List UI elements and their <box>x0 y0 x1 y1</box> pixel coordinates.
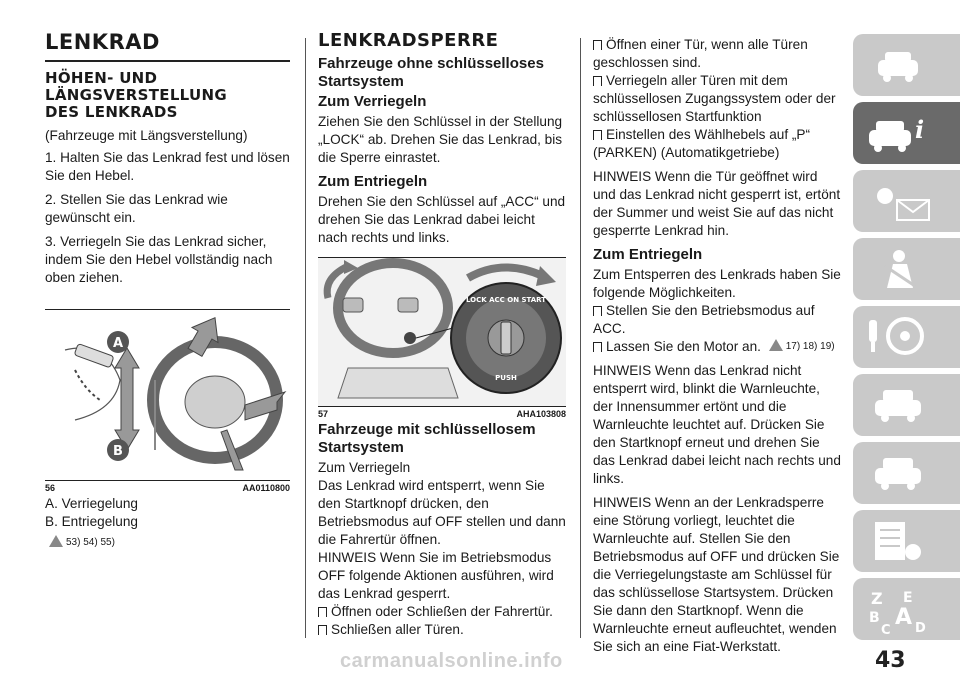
ignition-push-text: PUSH <box>495 374 517 382</box>
warning-reference <box>45 533 290 551</box>
heading-lock: Zum Verriegeln <box>318 93 427 110</box>
bullet-item: Schließen aller Türen. <box>318 621 566 639</box>
svg-text:C: C <box>881 623 891 636</box>
specs-list-icon <box>871 518 931 566</box>
car-service-icon <box>871 452 931 496</box>
bullet-box-icon <box>593 76 602 86</box>
bullet-box-icon <box>593 306 602 316</box>
figure-label-b: B <box>113 444 123 459</box>
heading-unlock-2: Zum Entriegeln <box>593 246 703 263</box>
column-divider-1 <box>305 38 306 638</box>
section-title-2: LENKRADSPERRE <box>318 30 499 51</box>
bullet-box-icon <box>593 130 602 140</box>
car-breakdown-icon <box>871 384 931 428</box>
page-number: 43 <box>875 648 906 673</box>
bullet-box-icon <box>318 607 327 617</box>
tab-warning-lights[interactable] <box>853 170 960 232</box>
bullet-box-icon <box>593 40 602 50</box>
section-title: LENKRAD <box>45 30 160 54</box>
warning-refs-text: 17) 18) 19) <box>785 341 835 353</box>
tab-technical-data[interactable] <box>853 510 960 572</box>
text-keyless-body: Das Lenkrad wird entsperrt, wenn Sie den Startknopf drücken, den Betriebsmodus auf OFF stellen und dann die Fahrertür öffnen. <box>318 478 566 547</box>
ignition-ring-text: LOCK ACC ON START <box>465 296 547 304</box>
figure-caption <box>45 481 290 495</box>
figure-56 <box>45 309 290 481</box>
text-unlock: Drehen Sie den Schlüssel auf „ACC“ und drehen Sie das Lenkrad dabei leicht nach rechts und links. <box>318 194 566 245</box>
figure-number: 56 <box>45 483 56 493</box>
text-hinweis-2: HINWEIS Wenn das Lenkrad nicht entsperrt wird, blinkt die Warnleuchte, der Innensummer ertönt und die Warnleuchte leuchtet auf. Drücken Sie den Startknopf erneut und drehen Sie das Lenkrad dabei leicht nach rechts und links. <box>593 363 841 487</box>
svg-text:A: A <box>895 605 913 630</box>
tab-starting-driving[interactable] <box>853 306 960 368</box>
bullet-box-icon <box>593 342 602 352</box>
title-rule <box>45 60 290 62</box>
subtitle-line-2: LÄNGSVERSTELLUNG <box>45 86 227 104</box>
tab-dashboard[interactable] <box>853 34 960 96</box>
text-unlock-2: Zum Entsperren des Lenkrads haben Sie folgende Möglichkeiten. <box>593 267 841 300</box>
step-1: 1. Halten Sie das Lenkrad fest und lösen Sie den Hebel. <box>45 150 290 183</box>
svg-text:B: B <box>869 610 880 626</box>
tab-car-info[interactable] <box>853 102 960 164</box>
alphabet-index-icon <box>867 584 937 636</box>
tab-index[interactable] <box>853 578 960 640</box>
figure-code-2: AHA103808 <box>516 409 566 419</box>
text-hinweis: HINWEIS Wenn Sie im Betriebsmodus OFF folgende Aktionen ausführen, wird das Lenkrad gesperrt. <box>318 550 554 601</box>
figure-number-2: 57 <box>318 409 329 419</box>
column-divider-2 <box>580 38 581 638</box>
subtitle-keyed: Fahrzeuge ohne schlüsselloses Startsystem <box>318 55 544 90</box>
svg-text:i: i <box>915 115 925 144</box>
legend-a: A. Verriegelung <box>45 496 138 511</box>
text-lock: Ziehen Sie den Schlüssel in der Stellung „LOCK“ ab. Drehen Sie das Lenkrad, bis die Sperre einrastet. <box>318 114 563 165</box>
legend-b: B. Entriegelung <box>45 514 138 529</box>
svg-text:Z: Z <box>871 589 883 608</box>
car-info-icon <box>865 112 935 156</box>
bullet-item: Lassen Sie den Motor an. 17) 18) 19) <box>593 338 843 356</box>
intro-text: (Fahrzeuge mit Längsverstellung) <box>45 128 248 143</box>
column-lenkrad <box>45 30 290 551</box>
text-hinweis-1: HINWEIS Wenn die Tür geöffnet wird und das Lenkrad nicht gesperrt ist, ertönt der Summer und weist Sie auf das nicht gesperrte Lenkrad hin. <box>593 169 841 238</box>
car-dashboard-icon <box>873 46 933 86</box>
tab-emergency[interactable] <box>853 374 960 436</box>
svg-text:D: D <box>915 621 926 636</box>
warning-triangle-icon <box>769 339 783 351</box>
heading-unlock: Zum Entriegeln <box>318 173 428 190</box>
figure-57 <box>318 257 566 407</box>
bullet-item: Stellen Sie den Betriebsmodus auf ACC. <box>593 303 815 336</box>
subtitle-line-1: HÖHEN- UND <box>45 69 158 87</box>
subtitle-keyless: Fahrzeuge mit schlüssellosem Startsystem <box>318 421 536 456</box>
ignition-lock-illustration <box>318 258 566 406</box>
column-continued <box>593 36 843 662</box>
subtitle-line-3: DES LENKRADS <box>45 103 178 121</box>
warning-refs-text: 53) 54) 55) <box>66 537 115 549</box>
figure-label-a: A <box>112 336 124 351</box>
subsection-title <box>45 70 290 121</box>
figure-code: AA0110800 <box>242 483 290 493</box>
bullet-item: Öffnen oder Schließen der Fahrertür. <box>318 603 566 621</box>
bullet-item: Einstellen des Wählhebels auf „P“ (PARKEN) (Automatikgetriebe) <box>593 127 811 160</box>
watermark: carmanualsonline.info <box>340 650 563 672</box>
warning-light-mail-icon <box>869 180 939 224</box>
tab-safety[interactable] <box>853 238 960 300</box>
steering-key-icon <box>865 314 935 358</box>
step-2: 2. Stellen Sie das Lenkrad wie gewünscht ein. <box>45 192 228 225</box>
airbag-person-icon <box>873 248 933 292</box>
bullet-item: Öffnen einer Tür, wenn alle Türen geschlossen sind. <box>593 37 808 70</box>
column-lenkradsperre <box>318 30 566 639</box>
text-hinweis-3: HINWEIS Wenn an der Lenkradsperre eine Störung vorliegt, leuchtet die Warnleuchte auf. Stellen Sie den Betriebsmodus auf OFF und drücken Sie die Verriegelungstaste am Schlüssel für das schlüssellose Startsystem. Drücken Sie dann den Startknopf. Wenn die Warnleuchte erneut aufleuchtet, wenden Sie sich an eine Fiat-Werkstatt. <box>593 495 840 655</box>
warning-triangle-icon <box>49 535 63 547</box>
bullet-box-icon <box>318 625 327 635</box>
text-zum-verriegeln: Zum Verriegeln <box>318 460 411 475</box>
steering-adjust-illustration <box>45 310 290 480</box>
step-3: 3. Verriegeln Sie das Lenkrad sicher, indem Sie den Hebel vollständig nach oben ziehen. <box>45 234 273 285</box>
tab-maintenance[interactable] <box>853 442 960 504</box>
bullet-item: Verriegeln aller Türen mit dem schlüssellosen Zugangssystem oder der schlüssellosen Startfunktion <box>593 73 836 124</box>
figure-caption-2 <box>318 407 566 421</box>
svg-text:E: E <box>903 590 913 606</box>
